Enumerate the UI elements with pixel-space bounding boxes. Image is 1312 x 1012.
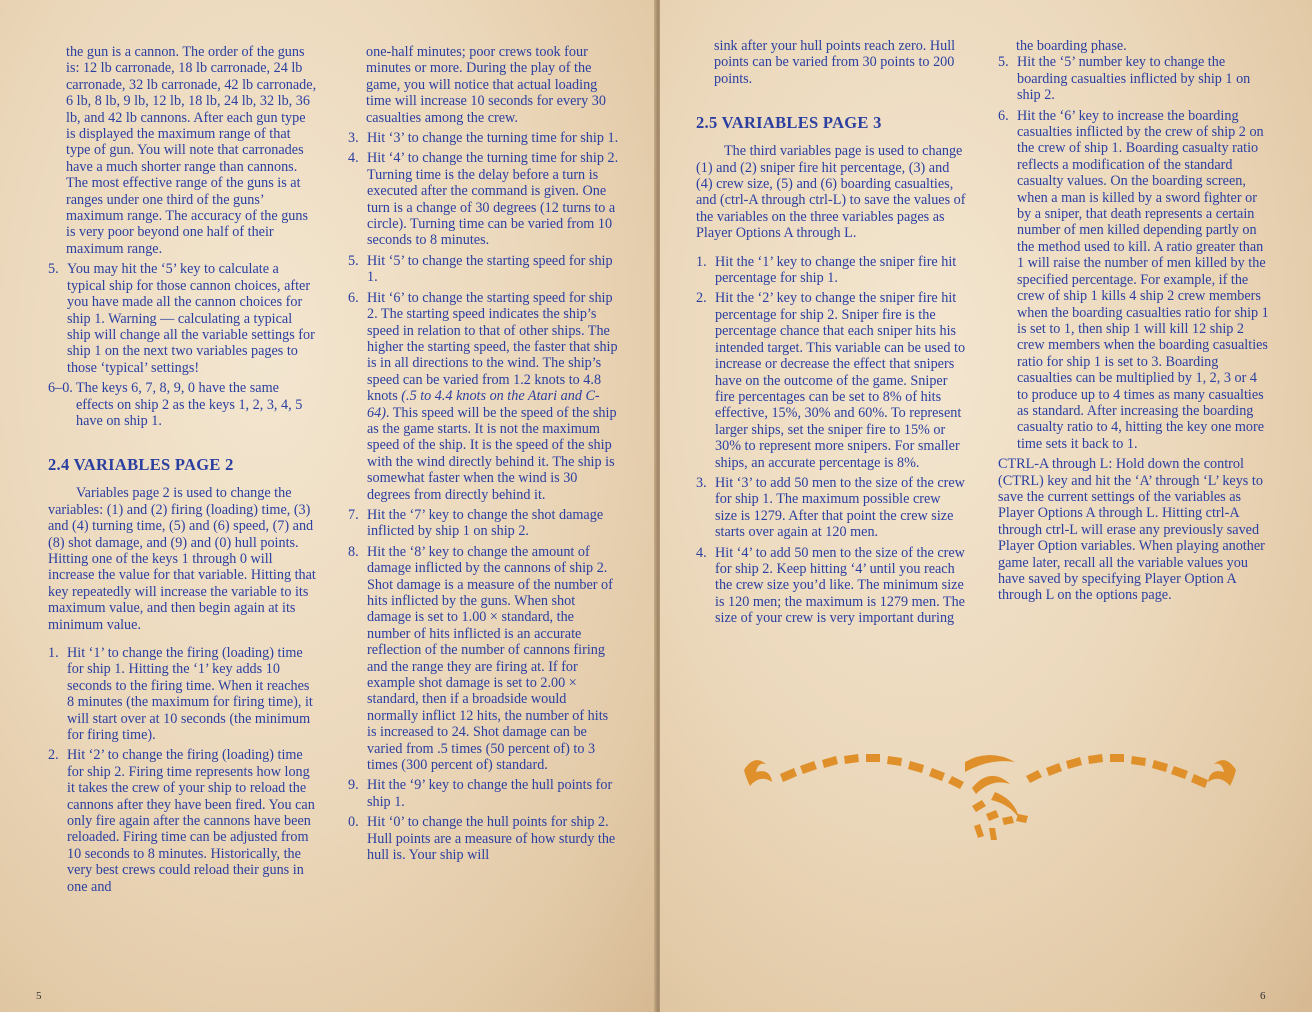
item-text: through L: Hold down the control (CTRL) key and hit the ‘A’ through ‘L’ keys to save the current settings of the variables as Player Options A through L. Hitting ctrl-A through ctrl-L will erase any previously saved Player Option variables. When playing another game later, recall all the variable values you have saved by specifying Player Option A through L on the options page. — [998, 456, 1265, 604]
list-item — [696, 290, 966, 470]
right-page-column-1 — [696, 38, 966, 631]
item-number: 3. — [348, 130, 359, 147]
list-item — [348, 814, 620, 863]
item-text: Hit the ‘1’ key to change the sniper fire hit percentage for ship 1. — [715, 253, 957, 287]
list-item — [696, 254, 966, 287]
item-number: 0. — [348, 814, 359, 831]
rope-ornament — [740, 732, 1240, 842]
item-text-b: . This speed will be the speed of the ship as the game starts. It is not the maximum speed of the ship. It is the speed of the ship with the wind directly behind it. The ship is somewhat faster when the wind is 30 degrees from directly behind it. — [367, 404, 617, 503]
list-item — [48, 380, 318, 429]
item-text: Hit ‘3’ to add 50 men to the size of the crew for ship 1. The maximum possible crew size is 1279. After that point the crew size starts over again at 120 men. — [715, 474, 965, 541]
page-number: 6 — [1260, 990, 1266, 1002]
item-number: 1. — [48, 645, 59, 661]
item-number: 8. — [348, 543, 359, 560]
continued-paragraph: the boarding phase. — [1016, 38, 1127, 54]
item-text: Hit the ‘2’ key to change the sniper fire hit percentage for ship 2. Sniper fire is the percentage chance that each sniper hits his intended target. This variable can be used to increase or decrease the effect that snipers have on the outcome of the game. Sniper fire percentages can be set to 8% of hits effective, 15%, 30% and 60%. To represent larger ships, set the sniper fire to 15% or 30% to represent more snipers. For smaller ships, an accurate percentage is 8%. — [715, 290, 966, 471]
item-text — [367, 290, 620, 503]
section-heading: 2.4 VARIABLES PAGE 2 — [48, 455, 234, 475]
item-number: 1. — [696, 253, 707, 270]
list-item — [348, 290, 620, 503]
rope-end-right-icon — [1208, 760, 1236, 786]
list-item — [348, 777, 620, 810]
rope-ornament-icon — [744, 754, 1236, 840]
item-number: CTRL-A — [998, 456, 1049, 473]
item-number: 9. — [348, 777, 359, 794]
list-item — [348, 130, 620, 146]
item-text: Hit the ‘8’ key to change the amount of damage inflicted by the cannons of ship 2. Shot damage is a measure of the number of hits inflicted by the guns. When shot damage is set to 1.00 × standard, the number of hits inflicted is an accurate reflection of the number of cannons firing and the range they are firing at. If for example shot damage is set to 2.00 × standard, then if a broadside would normally inflict 12 hits, the number of hits is increased to 24. Shot damage can be varied from .5 times (50 percent of) to 3 times (300 percent of) standard. — [367, 543, 613, 774]
item-number: 6. — [348, 289, 359, 306]
item-number: 3. — [696, 474, 707, 491]
left-page-column-2 — [348, 44, 620, 868]
item-number: 4. — [348, 150, 359, 167]
page-number: 5 — [36, 990, 42, 1002]
list-item — [696, 475, 966, 541]
item-number: 4. — [696, 544, 707, 561]
item-text: Hit ‘1’ to change the firing (loading) time for ship 1. Hitting the ‘1’ key adds 10 seconds to the firing time. When it reaches 8 minutes (the maximum for firing time), it will start over at 10 seconds (the minimum for firing time). — [67, 645, 313, 744]
rope-end-left-icon — [744, 760, 772, 786]
item-text: Hit ‘2’ to change the firing (loading) time for ship 2. Firing time represents how long it takes the crew of your ship to reload the cannons after they have been fired. You can only fire again after the cannons have been reloaded. Firing time can be adjusted from 10 seconds to 8 minutes. Historically, the very best crews could reload their guns in one and — [67, 747, 315, 895]
section-paragraph: The third variables page is used to change (1) and (2) sniper fire hit percentage, (3) and (4) crew size, (5) and (6) boarding casualties, and (ctrl-A through ctrl-L) to save the values of the variables on the three variables pages as Player Options A through L. — [696, 143, 966, 242]
item-text: Hit the ‘5’ number key to change the boarding casualties inflicted by ship 1 on ship 2. — [1017, 54, 1251, 104]
list-item — [348, 150, 620, 248]
item-text: You may hit the ‘5’ key to calculate a typical ship for those cannon choices, after you have made all the cannon choices for ship 1. Warning — calculating a typical ship will change all the variable settings for ship 1 on the next two variables pages to those ‘typical’ settings! — [67, 261, 315, 376]
right-page — [660, 0, 1312, 1012]
list-item — [998, 54, 1270, 103]
item-number: 5. — [998, 54, 1009, 71]
platform-note: (.5 to 4.4 knots on the Atari and C-64) — [367, 388, 600, 421]
section-paragraph: Variables page 2 is used to change the variables: (1) and (2) firing (loading) time, (3) and (4) turning time, (5) and (6) speed, (7) and (8) shot damage, and (9) and (0) hull points. Hitting one of the keys 1 through 0 will increase the value for that variable. Hitting that key repeatedly will increase the variable to its maximum value, and then begin again at its minimum value. — [48, 485, 316, 633]
list-item — [48, 747, 318, 895]
item-text: Hit ‘5’ to change the starting speed for ship 1. — [367, 252, 613, 286]
list-item — [348, 507, 620, 540]
item-number: 6. — [998, 107, 1009, 124]
item-text: Hit the ‘7’ key to change the shot damage inflicted by ship 1 on ship 2. — [367, 506, 604, 540]
list-item — [696, 545, 966, 627]
list-item — [48, 645, 318, 743]
item-number: 6–0. — [48, 380, 73, 397]
continued-paragraph: sink after your hull points reach zero. Hull points can be varied from 30 points to 200 points. — [714, 38, 956, 87]
item-number: 5. — [348, 252, 359, 269]
item-text: Hit ‘0’ to change the hull points for ship 2. Hull points are a measure of how sturdy the hull is. Your ship will — [367, 814, 616, 864]
item-text: Hit ‘4’ to change the turning time for ship 2. Turning time is the delay before a turn is executed after the command is given. One turn is a change of 30 degrees (12 turns to a circle). Turning time can be varied from 10 seconds to 8 minutes. — [367, 150, 619, 249]
item-text: Hit ‘3’ to change the turning time for ship 1. — [367, 130, 619, 147]
item-text: Hit ‘4’ to add 50 men to the size of the crew for ship 2. Keep hitting ‘4’ until you reach the crew size you’d like. The minimum size is 120 men; the maximum is 1279 men. The size of your crew is very important during — [715, 544, 965, 627]
list-item — [348, 544, 620, 774]
item-text: Hit the ‘9’ key to change the hull points for ship 1. — [367, 777, 613, 810]
item-text: Hit the ‘6’ key to increase the boarding casualties inflicted by the crew of ship 2 on the crew of ship 1. Boarding casualty ratio reflects a modification of the standard casualty values. On the boarding screen, when a man is killed by a sword fighter or by a sniper, that death represents a certain number of men killed depending partly on the method used to kill. A ratio greater than 1 will raise the number of men killed by the specified percentage. For example, if the crew of ship 1 kills 4 ship 2 crew members when the boarding casualties ratio for ship 1 is set to 1, then ship 1 will kill 12 ship 2 crew members when the boarding casualties ratio for ship 1 is set to 3. Boarding casualties can be multiplied by 1, 2, 3 or 4 to produce up to 4 times as many casualties as standard. After increasing the boarding casualty ratio to 4, hitting the key one more time sets it back to 1. — [1017, 107, 1269, 452]
continued-paragraph: the gun is a cannon. The order of the guns is: 12 lb carronade, 18 lb carronade, 24 lb carronade, 32 lb carronade, 42 lb carronade, 6 lb, 8 lb, 9 lb, 12 lb, 18 lb, 24 lb, 32 lb, 36 lb, and 42 lb cannons. After each gun type is displayed the maximum range of that type of gun. You will note that carronades have a much shorter range than cannons. The most effective range of the guns is at ranges under one third of the guns’ maximum range. The accuracy of the guns is very poor beyond one half of their maximum range. — [66, 44, 317, 257]
item-number: 5. — [48, 261, 59, 278]
ctrl-item — [998, 456, 1270, 604]
item-number: 2. — [696, 290, 707, 307]
section-heading: 2.5 VARIABLES PAGE 3 — [696, 113, 882, 133]
item-number: 2. — [48, 747, 59, 764]
item-text-a: Hit ‘6’ to change the starting speed for ship 2. The starting speed indicates the ship’s speed in relation to that of other ships. The higher the starting speed, the faster that ship is in all directions to the wind. The ship’s speed can be varied from 1.2 knots to 4.8 knots — [367, 289, 618, 405]
right-page-column-2 — [998, 38, 1270, 604]
list-item — [48, 261, 318, 376]
left-page-column-1 — [48, 44, 318, 899]
list-item — [348, 253, 620, 286]
item-number: 7. — [348, 506, 359, 523]
list-item — [998, 108, 1270, 453]
continued-paragraph: one-half minutes; poor crews took four minutes or more. During the play of the game, you will notice that actual loading time will increase 10 seconds for every 30 casualties among the crew. — [366, 44, 606, 126]
item-text: The keys 6, 7, 8, 9, 0 have the same effects on ship 2 as the keys 1, 2, 3, 4, 5 have on ship 1. — [76, 380, 303, 429]
